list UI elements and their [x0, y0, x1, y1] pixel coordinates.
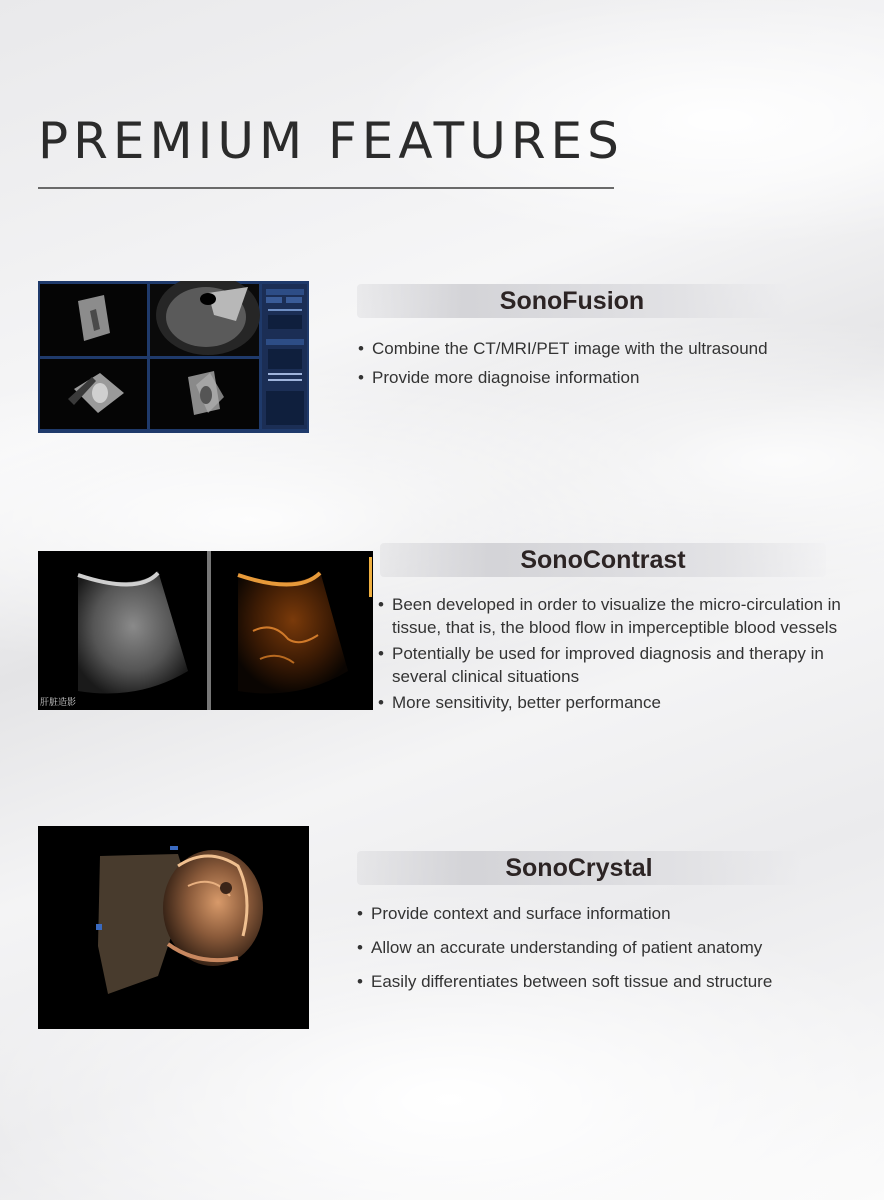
list-item: • Been developed in order to visualize the micro-circulation in tissue, that is, the blood flow in imperceptible blood vessels — [378, 593, 868, 639]
sonocrystal-image — [38, 826, 309, 1029]
sonofusion-heading: SonoFusion — [357, 284, 787, 318]
image-caption-label: 肝脏造影 — [40, 697, 77, 707]
sonocontrast-bullet-list — [378, 593, 868, 717]
list-item: • Combine the CT/MRI/PET image with the ultrasound — [358, 337, 768, 360]
sonocrystal-3d-render-graphic — [38, 826, 309, 1029]
page-title: PREMIUM FEATURES — [38, 112, 624, 170]
sonofusion-bullet-list — [358, 337, 768, 395]
list-item: • Potentially be used for improved diagnosis and therapy in several clinical situations — [378, 642, 868, 688]
sonocontrast-heading: SonoContrast — [380, 543, 826, 577]
sonofusion-image — [38, 281, 309, 433]
list-item: • Provide context and surface information — [357, 902, 772, 925]
title-divider — [38, 187, 614, 189]
list-item: • Easily differentiates between soft tissue and structure — [357, 970, 772, 993]
sonocontrast-image — [38, 551, 373, 710]
sonocrystal-bullet-list — [357, 902, 772, 1004]
sonocrystal-heading: SonoCrystal — [357, 851, 801, 885]
sonocontrast-ultrasound-graphic — [38, 551, 373, 710]
sonofusion-screen-graphic — [38, 281, 309, 433]
list-item: • Provide more diagnoise information — [358, 366, 768, 389]
list-item: • Allow an accurate understanding of patient anatomy — [357, 936, 772, 959]
list-item: • More sensitivity, better performance — [378, 691, 868, 714]
